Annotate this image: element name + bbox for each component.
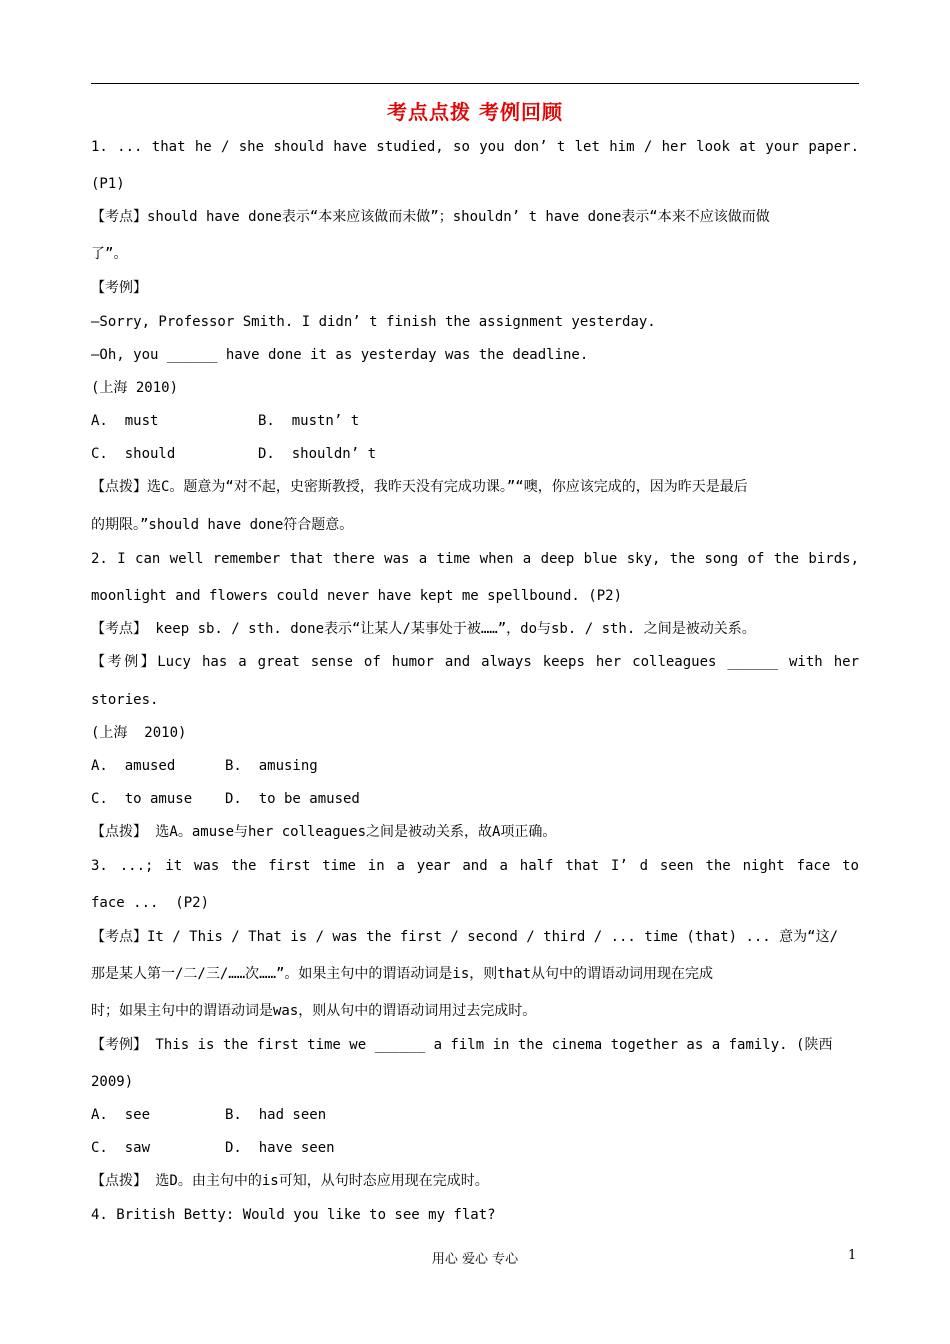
text-line: face ... (P2) <box>91 895 210 911</box>
option-b: B. mustn’ t <box>258 413 360 429</box>
option-a: A. see <box>91 1107 151 1123</box>
option-d: D. shouldn’ t <box>258 446 377 462</box>
text-line: 4. British Betty: Would you like to see my flat? <box>91 1207 496 1223</box>
page-title: 考点点拨 考例回顾 <box>387 100 563 124</box>
text-line: 3. ...; it was the first time in a year and a half that I’ d seen the night face to <box>91 858 859 874</box>
option-c: C. should <box>91 446 176 462</box>
option-a: A. must <box>91 413 159 429</box>
text-line: 2. I can well remember that there was a time when a deep blue sky, the song of the birds, <box>91 551 859 567</box>
text-line: 1. ... that he / she should have studied, so you don’ t let him / her look at your paper. <box>91 139 859 155</box>
text-line: —Oh, you ______ have done it as yesterday was the deadline. <box>91 347 589 363</box>
text-line: stories. <box>91 692 159 708</box>
page-footer: 用心 爱心 专心 <box>431 1252 519 1267</box>
text-line: (上海 2010) <box>91 380 179 396</box>
text-line: moonlight and flowers could never have kept me spellbound. (P2) <box>91 588 623 604</box>
text-line: 【点拨】 选D。由主句中的is可知，从句时态应用现在完成时。 <box>91 1173 489 1189</box>
option-b: B. amusing <box>225 758 318 774</box>
text-line: 【考点】 keep sb. / sth. done表示“让某人/某事处于被……”，do与sb. / sth. 之间是被动关系。 <box>91 621 756 637</box>
text-line: 2009) <box>91 1074 134 1090</box>
text-line: 【考例】 <box>91 280 147 296</box>
option-d: D. to be amused <box>225 791 360 807</box>
text-line: 【点拨】选C。题意为“对不起，史密斯教授，我昨天没有完成功课。”“噢，你应该完成的，因为昨天是最后 <box>91 479 748 495</box>
text-line: 【点拨】 选A。amuse与her colleagues之间是被动关系，故A项正确。 <box>91 824 557 840</box>
text-line: 了”。 <box>91 246 128 262</box>
text-line: (P1) <box>91 176 125 192</box>
text-line: 【考例】Lucy has a great sense of humor and always keeps her colleagues ______ with her <box>91 654 859 670</box>
page-number: 1 <box>848 1248 857 1263</box>
text-line: 【考点】should have done表示“本来应该做而未做”；shouldn’ t have done表示“本来不应该做而做 <box>91 209 770 225</box>
option-c: C. saw <box>91 1140 151 1156</box>
option-a: A. amused <box>91 758 176 774</box>
text-line: —Sorry, Professor Smith. I didn’ t finish the assignment yesterday. <box>91 314 656 330</box>
text-line: (上海 2010) <box>91 725 187 741</box>
text-line: 【考点】It / This / That is / was the first / second / third / ... time (that) ... 意为“这/ <box>91 929 839 945</box>
text-line: 那是某人第一/二/三/……次……”。如果主句中的谓语动词是is，则that从句中的谓语动词用现在完成 <box>91 966 713 982</box>
text-line: 的期限。”should have done符合题意。 <box>91 517 354 533</box>
text-line: 【考例】 This is the first time we ______ a film in the cinema together as a family. (陕西 <box>91 1037 833 1053</box>
text-line: 时；如果主句中的谓语动词是was，则从句中的谓语动词用过去完成时。 <box>91 1003 537 1019</box>
option-d: D. have seen <box>225 1140 335 1156</box>
option-c: C. to amuse <box>91 791 193 807</box>
header-rule <box>91 83 859 84</box>
option-b: B. had seen <box>225 1107 327 1123</box>
